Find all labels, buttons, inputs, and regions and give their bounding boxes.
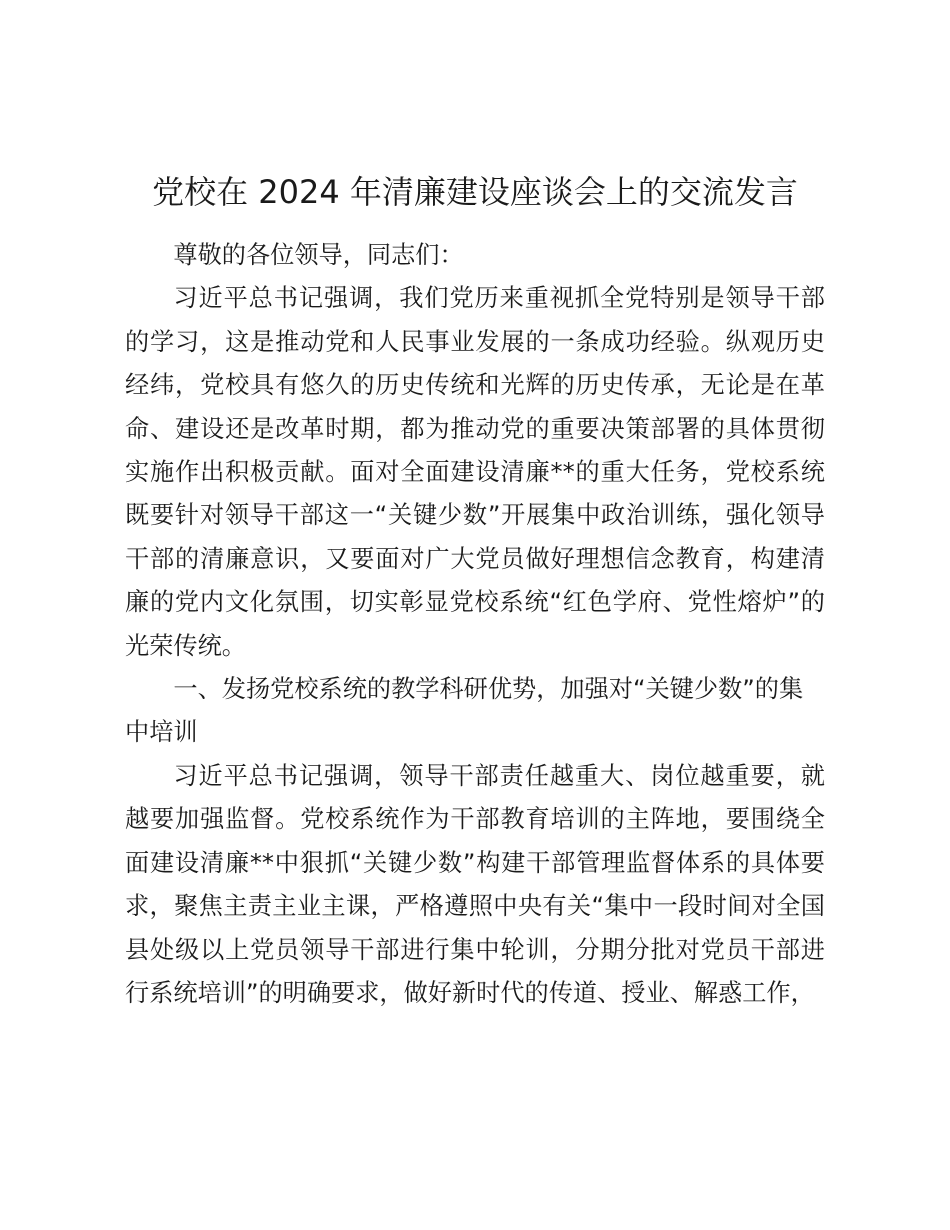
document-title: 党校在 2024 年清廉建设座谈会上的交流发言 <box>152 173 798 211</box>
document-body <box>125 234 825 1015</box>
body-paragraph: 习近平总书记强调，领导干部责任越重大、岗位越重要，就越要加强监督。党校系统作为干部教育培训的主阵地，要围绕全面建设清廉**中狠抓“关键少数”构建干部管理监督体系的具体要求，聚焦主责主业主课，严格遵照中央有关“集中一段时间对全国县处级以上党员领导干部进行集中轮训，分期分批对党员干部进行系统培训”的明确要求，做好新时代的传道、授业、解惑工作， <box>125 761 825 1007</box>
section-heading: 一、发扬党校系统的教学科研优势，加强对“关键少数”的集中培训 <box>125 675 804 747</box>
salutation: 尊敬的各位领导，同志们： <box>173 241 464 269</box>
body-paragraph: 习近平总书记强调，我们党历来重视抓全党特别是领导干部的学习，这是推动党和人民事业发展的一条成功经验。纵观历史经纬，党校具有悠久的历史传统和光辉的历史传承，无论是在革命、建设还是改革时期，都为推动党的重要决策部署的具体贯彻实施作出积极贡献。面对全面建设清廉**的重大任务，党校系统既要针对领导干部这一“关键少数”开展集中政治训练，强化领导干部的清廉意识，又要面对广大党员做好理想信念教育，构建清廉的党内文化氛围，切实彰显党校系统“红色学府、党性熔炉”的光荣传统。 <box>125 284 825 660</box>
